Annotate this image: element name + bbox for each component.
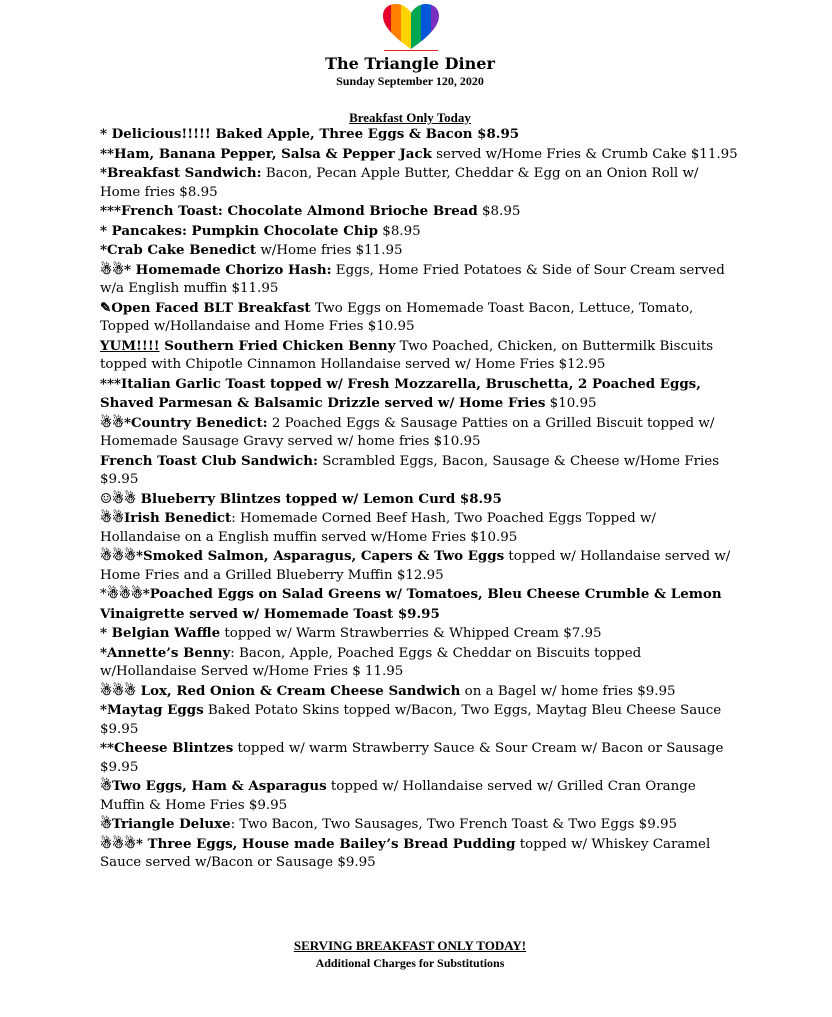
- menu-item-description: Scrambled Eggs, Bacon, Sausage & Cheese w/Home Fries $9.95: [100, 453, 720, 487]
- menu-item-description: Baked Potato Skins topped w/Bacon, Two Eggs, Maytag Bleu Cheese Sauce $9.95: [100, 703, 722, 737]
- heart-stripe: [431, 3, 441, 51]
- logo-underline: [384, 50, 438, 51]
- menu-item-name: French Toast Club Sandwich:: [100, 452, 318, 469]
- menu-date: Sunday September 120, 2020: [336, 74, 484, 88]
- menu-item: [100, 585, 740, 624]
- menu-item: [100, 414, 740, 452]
- menu-item-name: ☃☃* Homemade Chorizo Hash:: [100, 261, 332, 278]
- menu-item-name: *Annette’s Benny: [100, 644, 231, 661]
- menu-item-description: topped w/ Hollandaise served w/ Grilled Cran Orange Muffin & Home Fries $9.95: [100, 779, 696, 813]
- menu-item-name: *Maytag Eggs: [100, 702, 204, 718]
- menu-item-name: * Pancakes: Pumpkin Chocolate Chip: [100, 222, 379, 239]
- menu-item-name: * Delicious!!!!! Baked Apple, Three Eggs & Bacon $8.95: [100, 126, 520, 142]
- menu-item-description: $10.95: [545, 396, 597, 411]
- menu-item: [100, 145, 740, 165]
- menu-item: [100, 452, 740, 490]
- heart-stripe: [381, 3, 392, 51]
- menu-item: [100, 125, 740, 145]
- menu-item-prefix: *: [100, 587, 107, 602]
- heart-stripe: [421, 3, 432, 51]
- menu-item-name: Southern Fried Chicken Benny: [159, 337, 396, 354]
- menu-item: [100, 624, 740, 644]
- heart-stripe: [411, 3, 422, 51]
- menu-item: [100, 241, 740, 261]
- menu-item-description: Two Poached, Chicken, on Buttermilk Biscuits topped with Chipotle Cinnamon Hollandaise served w/ Home Fries $12.95: [100, 338, 714, 372]
- menu-item-name: ***Italian Garlic Toast topped w/ Fresh Mozzarella, Bruschetta, 2 Poached Eggs, Shaved Parmesan & Balsamic Drizzle served w/ Home Fries: [100, 375, 701, 411]
- menu-item-description: : Two Bacon, Two Sausages, Two French Toast & Two Eggs $9.95: [230, 817, 678, 832]
- menu-item-description: $8.95: [477, 204, 521, 219]
- menu-item-description: on a Bagel w/ home fries $9.95: [460, 683, 676, 699]
- menu-item-name: ☃☃*Country Benedict:: [100, 414, 268, 431]
- menu-item-description: topped w/ warm Strawberry Sauce & Sour Cream w/ Bacon or Sausage $9.95: [100, 741, 724, 775]
- menu-item-name: * Belgian Waffle: [100, 625, 221, 641]
- menu-item: [100, 835, 740, 873]
- menu-item-name: **Ham, Banana Pepper, Salsa & Pepper Jack: [100, 145, 432, 162]
- menu-item: [100, 202, 740, 222]
- menu-item-description: : Bacon, Apple, Poached Eggs & Cheddar on Biscuits topped w/Hollandaise Served w/Home Fries $ 11.95: [100, 645, 642, 679]
- menu-item-name: ***French Toast: Chocolate Almond Brioche Bread: [100, 203, 478, 219]
- heart-stripe: [401, 3, 412, 51]
- menu-item-description: w/Home fries $11.95: [256, 243, 403, 258]
- menu-item-name: ✎Open Faced BLT Breakfast: [100, 299, 311, 316]
- menu-item-name: ☃Two Eggs, Ham & Asparagus: [100, 778, 327, 794]
- menu-list: [100, 125, 740, 873]
- menu-item-name: ☃☃☃* Three Eggs, House made Bailey’s Bread Pudding: [100, 835, 516, 852]
- heart-stripe: [391, 3, 402, 51]
- menu-item: [100, 261, 740, 299]
- menu-item-name: ☃Triangle Deluxe: [100, 816, 231, 832]
- menu-item-description: Bacon, Pecan Apple Butter, Cheddar & Egg on an Onion Roll w/ Home fries $8.95: [100, 166, 699, 200]
- menu-item: [100, 547, 740, 585]
- menu-item: [100, 337, 740, 375]
- menu-item: [100, 701, 740, 739]
- menu-heading: Breakfast Only Today: [349, 110, 471, 125]
- menu-item-description: : Homemade Corned Beef Hash, Two Poached Eggs Topped w/ Hollandaise on a English muffin served w/Home Fries $10.95: [100, 511, 656, 545]
- menu-item: [100, 682, 740, 702]
- menu-item: [100, 739, 740, 777]
- menu-item: [100, 490, 740, 510]
- menu-item-name: *Crab Cake Benedict: [100, 242, 257, 258]
- menu-item: [100, 509, 740, 547]
- menu-item: [100, 164, 740, 202]
- menu-item: [100, 815, 740, 835]
- menu-item-name: ☃☃☃*Poached Eggs on Salad Greens w/ Tomatoes, Bleu Cheese Crumble & Lemon Vinaigrette served w/ Homemade Toast $9.95: [100, 586, 722, 622]
- menu-item: [100, 375, 740, 414]
- menu-item: [100, 299, 740, 337]
- menu-item-description: served w/Home Fries & Crumb Cake $11.95: [431, 146, 738, 162]
- menu-item-description: topped w/ Whiskey Caramel Sauce served w/Bacon or Sausage $9.95: [100, 836, 711, 870]
- menu-item-name: **Cheese Blintzes: [100, 740, 234, 756]
- menu-item-highlight: YUM!!!!: [100, 337, 160, 354]
- menu-item-description: topped w/ Warm Strawberries & Whipped Cream $7.95: [220, 626, 602, 641]
- menu-item: [100, 777, 740, 815]
- footer-notice: SERVING BREAKFAST ONLY TODAY!: [293, 938, 527, 953]
- menu-item-description: topped w/ Hollandaise served w/ Home Fries and a Grilled Blueberry Muffin $12.95: [100, 549, 731, 583]
- menu-item-name: ☃☃☃*Smoked Salmon, Asparagus, Capers & Two Eggs: [100, 548, 505, 564]
- menu-item-description: Eggs, Home Fried Potatoes & Side of Sour Cream served w/a English muffin $11.95: [100, 262, 725, 296]
- menu-item-description: 2 Poached Eggs & Sausage Patties on a Grilled Biscuit topped w/ Homemade Sausage Gravy served w/ home fries $10.95: [100, 415, 715, 449]
- menu-item-name: *Breakfast Sandwich:: [100, 165, 262, 181]
- menu-item-name: ☃☃Irish Benedict: [100, 510, 232, 526]
- menu-item: [100, 222, 740, 242]
- menu-item-description: Two Eggs on Homemade Toast Bacon, Lettuce, Tomato, Topped w/Hollandaise and Home Fries $10.95: [100, 300, 694, 334]
- rainbow-heart-icon: [381, 3, 441, 51]
- menu-item-name: ☃☃☃ Lox, Red Onion & Cream Cheese Sandwich: [100, 682, 461, 699]
- menu-item: [100, 644, 740, 682]
- diner-title: The Triangle Diner: [325, 54, 495, 73]
- menu-item-name: ☺☃☃ Blueberry Blintzes topped w/ Lemon Curd $8.95: [100, 490, 502, 507]
- footer-substitutions: Additional Charges for Substitutions: [315, 956, 505, 970]
- menu-item-description: $8.95: [378, 223, 421, 239]
